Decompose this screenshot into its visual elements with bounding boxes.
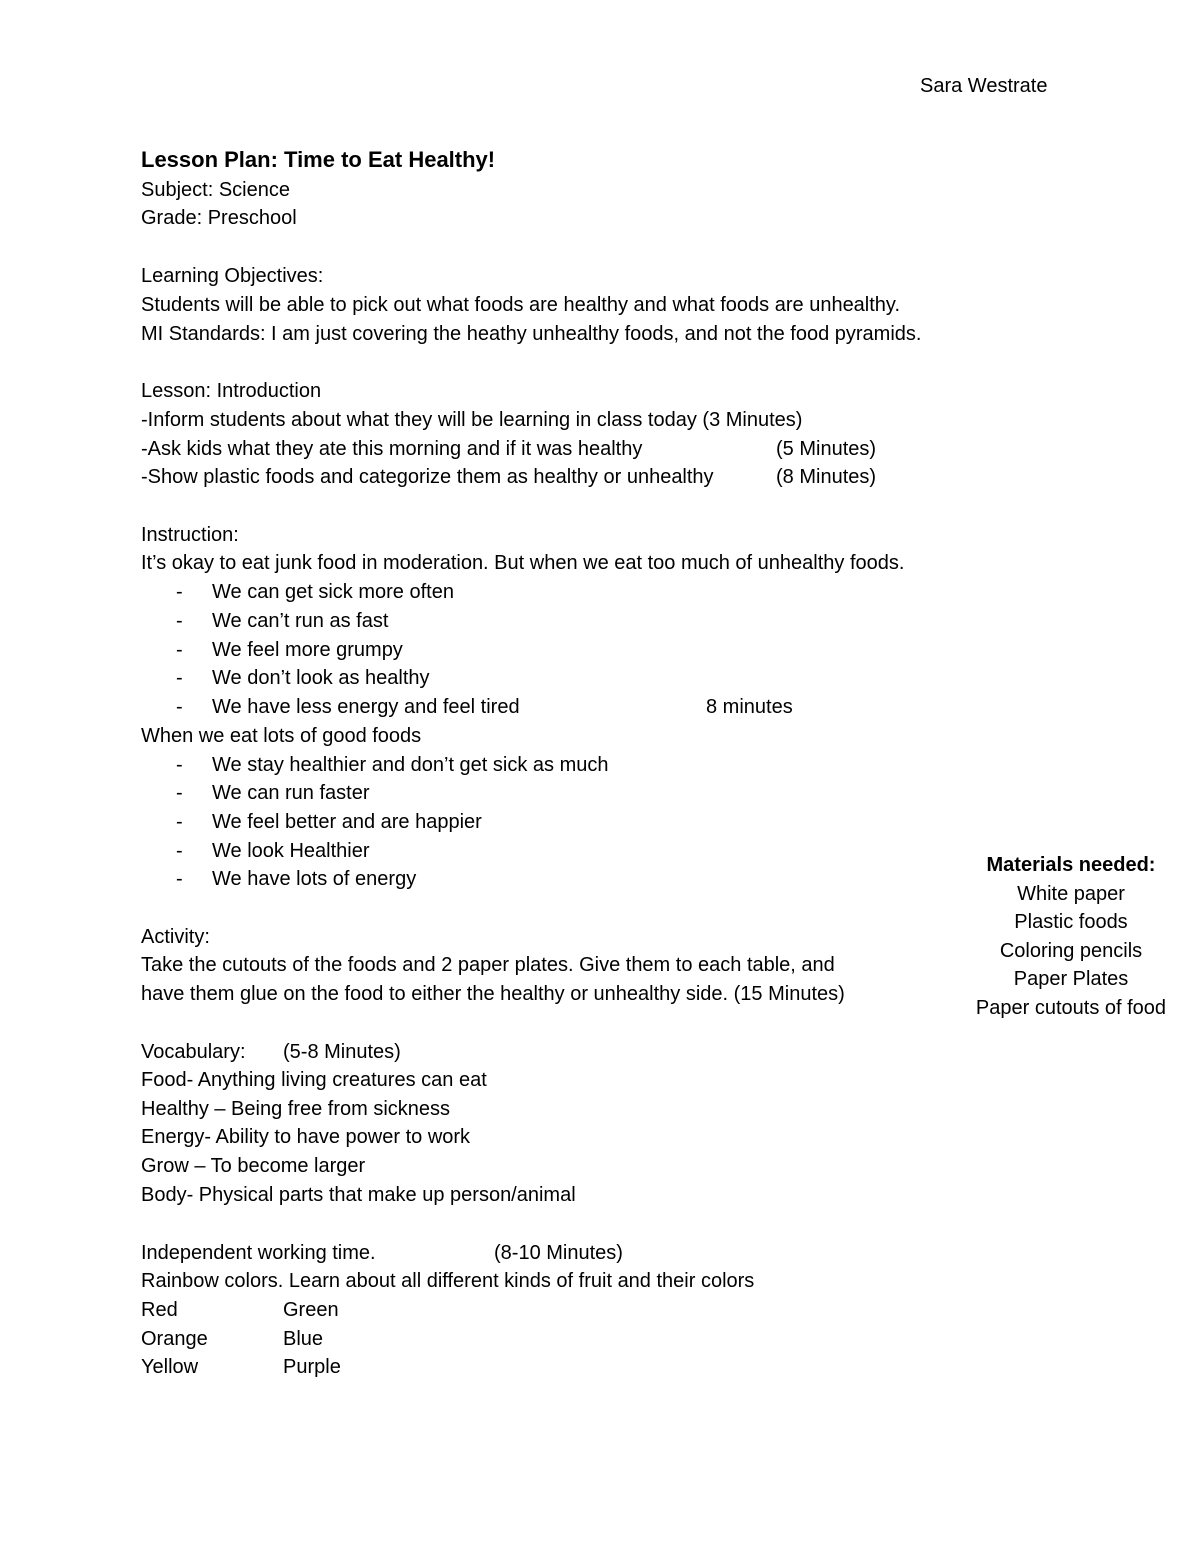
materials-box [960, 851, 1182, 1023]
bullet-dash: - [176, 581, 183, 603]
bullet-dash: - [176, 840, 183, 862]
color-item: Purple [283, 1356, 341, 1378]
color-item: Orange [141, 1328, 208, 1350]
list-item: We look Healthier [212, 840, 370, 862]
lesson-heading: Lesson: Introduction [141, 380, 322, 402]
subject-line: Subject: Science [141, 179, 290, 201]
color-item: Red [141, 1299, 178, 1321]
materials-heading: Materials needed: [986, 854, 1156, 876]
list-item: We feel better and are happier [212, 811, 482, 833]
vocabulary-item: Energy- Ability to have power to work [141, 1126, 471, 1148]
bullet-dash: - [176, 868, 183, 890]
lesson-item: -Show plastic foods and categorize them as healthy or unhealthy [141, 466, 714, 488]
color-item: Blue [283, 1328, 324, 1350]
materials-item: Coloring pencils [999, 939, 1143, 962]
grade-line: Grade: Preschool [141, 207, 297, 229]
objectives-heading: Learning Objectives: [141, 265, 324, 287]
vocabulary-heading: Vocabulary: [141, 1041, 246, 1063]
lesson-item-time: (5 Minutes) [776, 438, 877, 460]
list-item: We don’t look as healthy [212, 667, 430, 689]
list-item: We can get sick more often [212, 581, 454, 603]
color-item: Yellow [141, 1356, 199, 1378]
independent-time: (8-10 Minutes) [494, 1242, 623, 1264]
activity-line-2: have them glue on the food to either the healthy or unhealthy side. (15 Minutes) [141, 983, 845, 1005]
vocabulary-item: Food- Anything living creatures can eat [141, 1069, 487, 1091]
list-item: We stay healthier and don’t get sick as much [212, 754, 609, 776]
list-item: We have lots of energy [212, 868, 417, 890]
good-foods-intro: When we eat lots of good foods [141, 725, 422, 747]
bullet-dash: - [176, 782, 183, 804]
objectives-line-2: MI Standards: I am just covering the heathy unhealthy foods, and not the food pyramids. [141, 323, 922, 345]
materials-item: Paper Plates [1013, 968, 1129, 991]
instruction-intro: It’s okay to eat junk food in moderation. But when we eat too much of unhealthy foods. [141, 552, 905, 574]
vocabulary-time: (5-8 Minutes) [283, 1041, 401, 1063]
lesson-item-time: (8 Minutes) [776, 466, 877, 488]
bullet-dash: - [176, 754, 183, 776]
independent-desc: Rainbow colors. Learn about all different kinds of fruit and their colors [141, 1270, 755, 1292]
bullet-dash: - [176, 610, 183, 632]
bullet-dash: - [176, 696, 183, 718]
vocabulary-item: Body- Physical parts that make up person/animal [141, 1184, 576, 1206]
instruction-heading: Instruction: [141, 524, 239, 546]
vocabulary-item: Healthy – Being free from sickness [141, 1098, 451, 1120]
bullet-dash: - [176, 667, 183, 689]
author-name: Sara Westrate [920, 75, 1048, 97]
list-item: We feel more grumpy [212, 639, 403, 661]
color-item: Green [283, 1299, 339, 1321]
vocabulary-item: Grow – To become larger [141, 1155, 366, 1177]
list-item: We can run faster [212, 782, 370, 804]
bullet-dash: - [176, 639, 183, 661]
activity-heading: Activity: [141, 926, 210, 948]
lesson-title: Lesson Plan: Time to Eat Healthy! [141, 147, 496, 172]
materials-item: Paper cutouts of food [975, 996, 1167, 1019]
list-item: We can’t run as fast [212, 610, 389, 632]
materials-item: White paper [1017, 882, 1125, 905]
bullet-dash: - [176, 811, 183, 833]
materials-item: Plastic foods [1014, 911, 1128, 934]
list-item: We have less energy and feel tired [212, 696, 520, 718]
activity-line-1: Take the cutouts of the foods and 2 paper plates. Give them to each table, and [141, 954, 835, 976]
instruction-duration: 8 minutes [706, 696, 793, 718]
objectives-line-1: Students will be able to pick out what foods are healthy and what foods are unhealthy. [141, 294, 901, 316]
lesson-item: -Inform students about what they will be learning in class today (3 Minutes) [141, 409, 803, 431]
independent-heading: Independent working time. [141, 1242, 376, 1264]
lesson-item: -Ask kids what they ate this morning and if it was healthy [141, 438, 643, 460]
